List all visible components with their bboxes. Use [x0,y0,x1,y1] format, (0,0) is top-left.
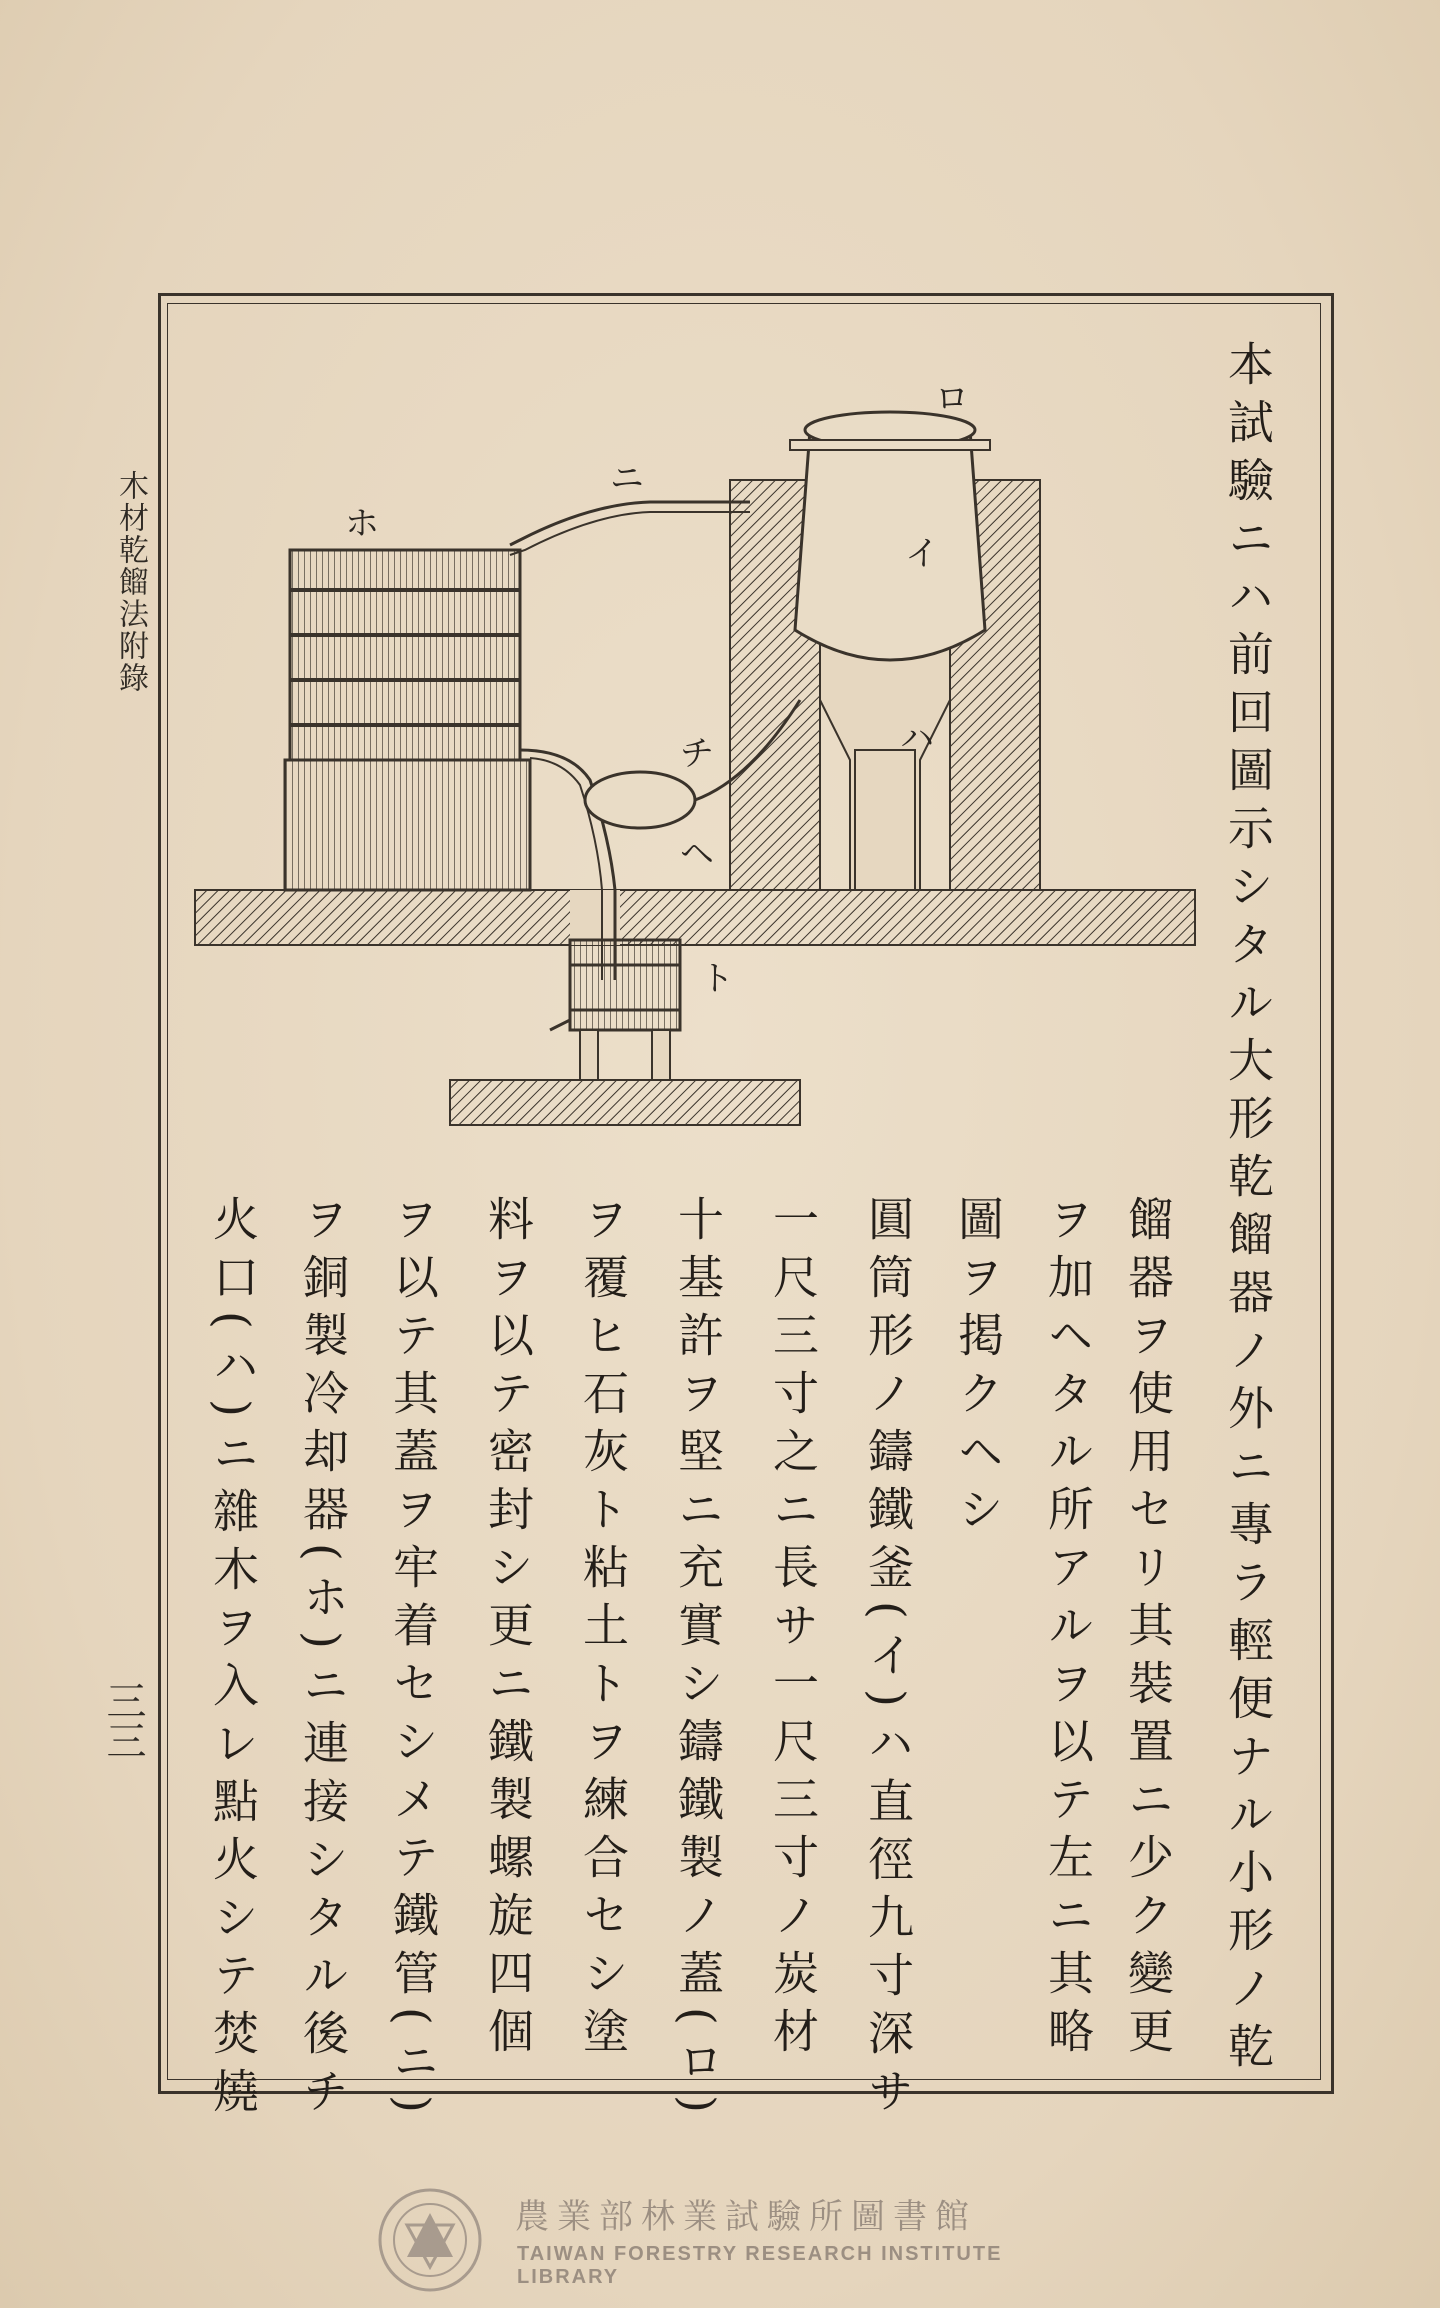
label-he: ヘ [680,834,714,874]
text-column: ヲ以テ其蓋ヲ牢着セシメテ鐵管(ニ) [386,1195,440,2125]
label-ha: ハ [900,719,934,759]
running-header: 木材乾餾法附錄 [113,470,148,694]
text-column: 十基許ヲ堅ニ充實シ鑄鐵製ノ蓋(ロ) [671,1195,725,2125]
library-name: 農業部林業試驗所圖書館 [515,2197,977,2237]
label-i: イ [905,534,939,574]
text-column: 料ヲ以テ密封シ更ニ鐵製螺旋四個 [481,1195,535,2065]
label-ho: ホ [345,504,379,544]
page-number: 三三 [100,1680,146,1760]
text-column: 本試驗ニハ前回圖示シタル大形乾餾器ノ外ニ專ラ輕便ナル小形ノ乾 [1221,340,1275,2080]
text-column: 餾器ヲ使用セリ其裝置ニ少ク變更 [1121,1195,1175,2065]
text-column: 火口(ハ)ニ雜木ヲ入レ點火シテ焚燒 [206,1195,260,2125]
label-to: ト [700,959,734,999]
text-column: ヲ覆ヒ石灰ト粘土トヲ練合セシ塗 [576,1195,630,2065]
library-name-en: TAIWAN FORESTRY RESEARCH INSTITUTE LIBRARY [517,2243,1003,2288]
label-ni: ニ [610,459,644,499]
library-seal-icon [375,2185,485,2295]
label-ro: ロ [935,379,969,419]
label-chi: チ [680,734,714,774]
text-column: ヲ加ヘタル所アルヲ以テ左ニ其略 [1041,1195,1095,2065]
text-column: 圖ヲ掲クヘシ [951,1195,1005,1543]
text-column: ヲ銅製冷却器(ホ)ニ連接シタル後チ [296,1195,350,2125]
text-column: 圓筒形ノ鑄鐵釜(イ)ハ直徑九寸深サ [861,1195,915,2125]
text-column: 一尺三寸之ニ長サ一尺三寸ノ炭材 [766,1195,820,2065]
main-text [206,340,1280,2125]
library-watermark [375,2185,1095,2288]
